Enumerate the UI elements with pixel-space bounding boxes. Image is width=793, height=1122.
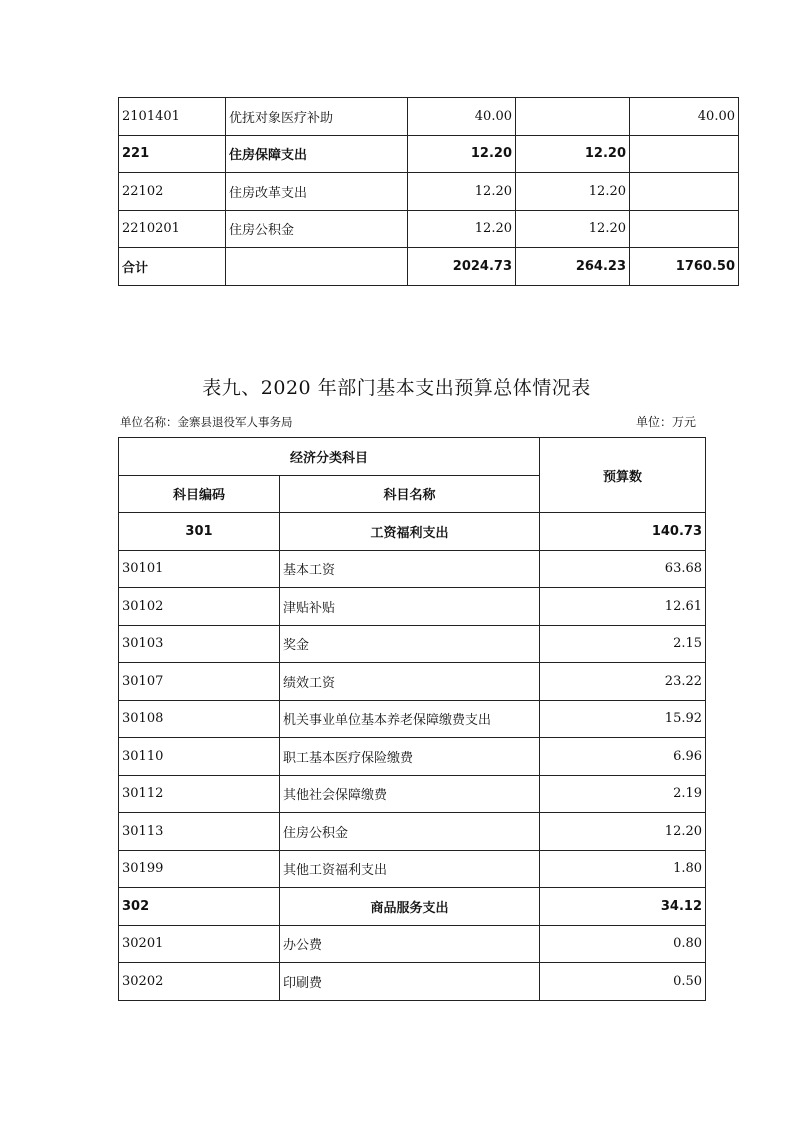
subject-name-cell: 机关事业单位基本养老保障缴费支出 [280,700,540,738]
table-row [119,625,706,663]
table-row [119,173,739,211]
basic-amount-cell: 264.23 [516,248,630,286]
budget-amount-cell: 0.80 [540,925,706,963]
subject-name-cell: 其他工资福利支出 [280,850,540,888]
subject-code-cell: 30108 [119,700,280,738]
subject-code-cell: 302 [119,888,280,926]
table-row [119,98,739,136]
budget-amount-cell: 15.92 [540,700,706,738]
table-row [119,775,706,813]
total-amount-cell: 12.20 [408,135,516,173]
table-row [119,248,739,286]
total-amount-cell: 40.00 [408,98,516,136]
project-amount-cell [630,135,739,173]
subject-name-cell: 优抚对象医疗补助 [226,98,408,136]
subject-code-cell: 30102 [119,588,280,626]
table-row [119,963,706,1001]
header-economic-category: 经济分类科目 [119,438,540,476]
table-row [119,813,706,851]
budget-amount-cell: 2.19 [540,775,706,813]
unit-label: 单位：万元 [636,415,697,429]
subject-name-cell: 商品服务支出 [280,888,540,926]
subject-code-cell: 22102 [119,173,226,211]
subject-name-cell: 其他社会保障缴费 [280,775,540,813]
subject-name-cell: 职工基本医疗保险缴费 [280,738,540,776]
budget-amount-cell: 34.12 [540,888,706,926]
subject-name-cell: 印刷费 [280,963,540,1001]
project-amount-cell [630,173,739,211]
subject-code-cell: 30199 [119,850,280,888]
project-amount-cell: 40.00 [630,98,739,136]
subject-code-cell: 30202 [119,963,280,1001]
table-row [119,850,706,888]
total-amount-cell: 12.20 [408,210,516,248]
subject-name-cell: 住房保障支出 [226,135,408,173]
subject-code-cell: 2101401 [119,98,226,136]
budget-amount-cell: 12.20 [540,813,706,851]
subject-name-cell: 住房公积金 [280,813,540,851]
subject-name-cell: 奖金 [280,625,540,663]
subject-name-cell: 住房公积金 [226,210,408,248]
subject-code-cell: 30107 [119,663,280,701]
budget-amount-cell: 0.50 [540,963,706,1001]
table-row [119,925,706,963]
header-amount: 预算数 [540,438,706,513]
subject-code-cell: 合计 [119,248,226,286]
basic-amount-cell: 12.20 [516,210,630,248]
subject-code-cell: 2210201 [119,210,226,248]
basic-amount-cell: 12.20 [516,135,630,173]
header-name: 科目名称 [280,475,540,513]
project-amount-cell: 1760.50 [630,248,739,286]
unit-name-label: 单位名称：金寨县退役军人事务局 [120,415,293,429]
subject-code-cell: 30110 [119,738,280,776]
subject-name-cell [226,248,408,286]
subject-name-cell: 工资福利支出 [280,513,540,551]
budget-amount-cell: 2.15 [540,625,706,663]
subject-code-cell: 221 [119,135,226,173]
table-row [119,550,706,588]
subject-code-cell: 30113 [119,813,280,851]
table-row [119,700,706,738]
table-row [119,588,706,626]
subject-name-cell: 基本工资 [280,550,540,588]
budget-amount-cell: 12.61 [540,588,706,626]
total-amount-cell: 2024.73 [408,248,516,286]
header-code: 科目编码 [119,475,280,513]
header-row-group [119,438,706,476]
budget-amount-cell: 63.68 [540,550,706,588]
subject-code-cell: 30101 [119,550,280,588]
table-row [119,135,739,173]
subject-name-cell: 办公费 [280,925,540,963]
subject-name-cell: 津贴补贴 [280,588,540,626]
subject-name-cell: 绩效工资 [280,663,540,701]
basic-amount-cell [516,98,630,136]
table-row [119,738,706,776]
basic-amount-cell: 12.20 [516,173,630,211]
page-title: 表九、2020 年部门基本支出预算总体情况表 [202,377,591,399]
table-row [119,663,706,701]
total-amount-cell: 12.20 [408,173,516,211]
budget-amount-cell: 6.96 [540,738,706,776]
table-row [119,888,706,926]
subject-code-cell: 301 [119,513,280,551]
subject-code-cell: 30103 [119,625,280,663]
subject-code-cell: 30201 [119,925,280,963]
table-row [119,210,739,248]
table-row [119,513,706,551]
subject-code-cell: 30112 [119,775,280,813]
budget-amount-cell: 23.22 [540,663,706,701]
budget-amount-cell: 140.73 [540,513,706,551]
basic-expenditure-table [118,437,706,1001]
budget-amount-cell: 1.80 [540,850,706,888]
project-amount-cell [630,210,739,248]
top-budget-table [118,97,739,286]
subject-name-cell: 住房改革支出 [226,173,408,211]
